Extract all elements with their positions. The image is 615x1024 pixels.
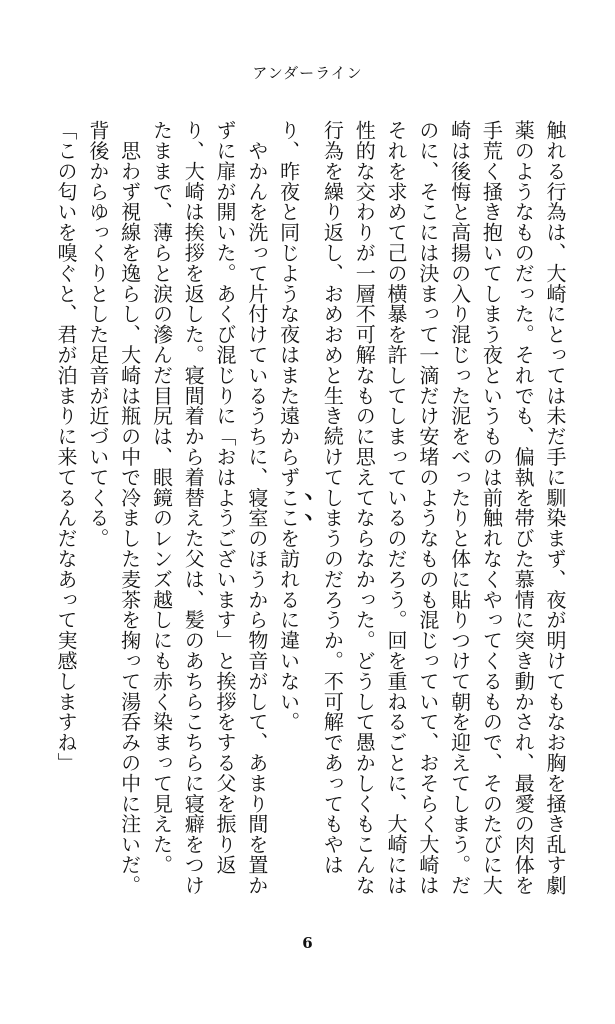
paragraph-4: 「この匂いを嗅ぐと、君が泊まりに来てるんだなあって実感しますね」 (54, 120, 79, 773)
running-header: アンダーライン (252, 64, 363, 82)
paragraph-2: やかんを洗って片付けているうちに、寝室のほうから物音がして、あまり間を置かずに扉が開いた。あくび混じりに「おはようございます」と挨拶をする父を振り返り、大崎は挨拶を返した。寝間着から着替えた父は、髪のあちらこちらに寝癖をつけたままで、薄らと涙の滲んだ目尻は、眼鏡のレンズ越しにも赤く染まって見えた。 (149, 120, 269, 896)
paragraph-1-text: 触れる行為は、大崎にとっては未だ手に馴染まず、夜が明けてもなお胸を掻き乱す劇薬のようなものだった。それでも、偏執を帯びた慕情に突き動かされ、最愛の肉体を手荒く掻き抱いてしまう夜というものは前触れなくやってくるもので、そのたびに大崎は後悔と高揚の入り混じった泥をべったりと体に貼りつけて朝を迎えてしまう。だのに、そこには決まって一滴だけ安堵のようなものも混じっていて、おそらく大崎はそれを求めて己の横暴を許してしまっているのだろう。回を重ねるごとに、大崎には性的な交わりが一層不可解なものに思えてならなかった。どうして愚かしくもこんな行為を繰り返し、おめおめと生き続けてしまうのだろうか。不可解であってもやはり、昨夜と同じような夜はまた遠からず (276, 120, 567, 896)
paragraph-1 (272, 120, 570, 900)
body-text (50, 120, 570, 900)
paragraph-1-tail: を訪れるに違いない。 (276, 528, 301, 733)
paragraph-3: 思わず視線を逸らし、大崎は瓶の中で冷ました麦茶を掬って湯呑みの中に注いだ。背後からゆっくりとした足音が近づいてくる。 (85, 120, 142, 896)
page-number: 6 (302, 934, 313, 952)
emphasis-word: ここ (276, 487, 301, 529)
